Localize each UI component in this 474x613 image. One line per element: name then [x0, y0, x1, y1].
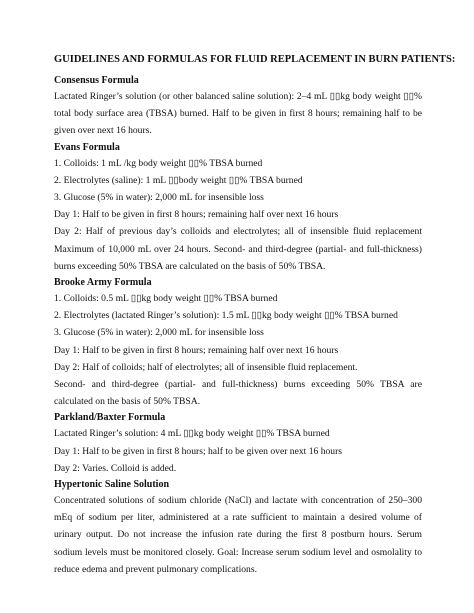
section-heading-brooke-army: Brooke Army Formula	[54, 277, 152, 289]
section-body-hypertonic-saline: Concentrated solutions of sodium chloride (NaCl) and lactate with concentration of 250–300 mEq of sodium per liter, administered at a rate sufficient to maintain a desired volume of urinary output. Do not increase the infusion rate during the first 8 postburn hours. Serum sodium levels must be monitored closely. Goal: Increase serum sodium level and osmolality to reduce edema and prevent pulmonary complications.	[54, 495, 422, 575]
section-body-consensus: Lactated Ringer’s solution (or other balanced saline solution): 2–4 mL ▯▯kg body weight ▯▯% total body surface area (TBSA) burned. Half to be given in first 8 hours; remaining half to be given over next 16 hours.	[54, 91, 422, 137]
evans-line-1: 1. Colloids: 1 mL /kg body weight ▯▯% TBSA burned	[54, 157, 263, 169]
brooke-line-2: 2. Electrolytes (lactated Ringer’s solution): 1.5 mL ▯▯kg body weight ▯▯% TBSA burned	[54, 310, 398, 322]
section-heading-evans: Evans Formula	[54, 141, 120, 153]
evans-line-4: Day 1: Half to be given in first 8 hours; remaining half over next 16 hours	[54, 209, 339, 221]
evans-line-3: 3. Glucose (5% in water): 2,000 mL for insensible loss	[54, 192, 264, 204]
parkland-line-2: Day 1: Half to be given in first 8 hours; half to be given over next 16 hours	[54, 445, 343, 457]
document-page	[54, 52, 456, 578]
parkland-line-3: Day 2: Varies. Colloid is added.	[54, 462, 177, 474]
evans-line-2: 2. Electrolytes (saline): 1 mL ▯▯body weight ▯▯% TBSA burned	[54, 174, 303, 186]
section-body-evans: Day 2: Half of previous day’s colloids and electrolytes; all of insensible fluid replacement Maximum of 10,000 mL over 24 hours. Second- and third-degree (partial- and full-thickness) burns exceeding 50% TBSA are calculated on the basis of 50% TBSA.	[54, 226, 422, 272]
parkland-line-1: Lactated Ringer’s solution: 4 mL ▯▯kg body weight ▯▯% TBSA burned	[54, 428, 330, 440]
document-title: GUIDELINES AND FORMULAS FOR FLUID REPLACEMENT IN BURN PATIENTS:	[54, 54, 456, 65]
brooke-line-4: Day 1: Half to be given in first 8 hours; remaining half over next 16 hours	[54, 344, 339, 356]
section-heading-consensus: Consensus Formula	[54, 75, 139, 86]
section-heading-parkland-baxter: Parkland/Baxter Formula	[54, 412, 166, 424]
section-heading-hypertonic-saline: Hypertonic Saline Solution	[54, 479, 170, 491]
section-body-brooke-army: Second- and third-degree (partial- and full-thickness) burns exceeding 50% TBSA are calculated on the basis of 50% TBSA.	[54, 379, 422, 408]
brooke-line-3: 3. Glucose (5% in water): 2,000 mL for insensible loss	[54, 327, 264, 339]
brooke-line-1: 1. Colloids: 0.5 mL ▯▯kg body weight ▯▯% TBSA burned	[54, 293, 278, 305]
brooke-line-5: Day 2: Half of colloids; half of electrolytes; all of insensible fluid replacement.	[54, 361, 358, 373]
